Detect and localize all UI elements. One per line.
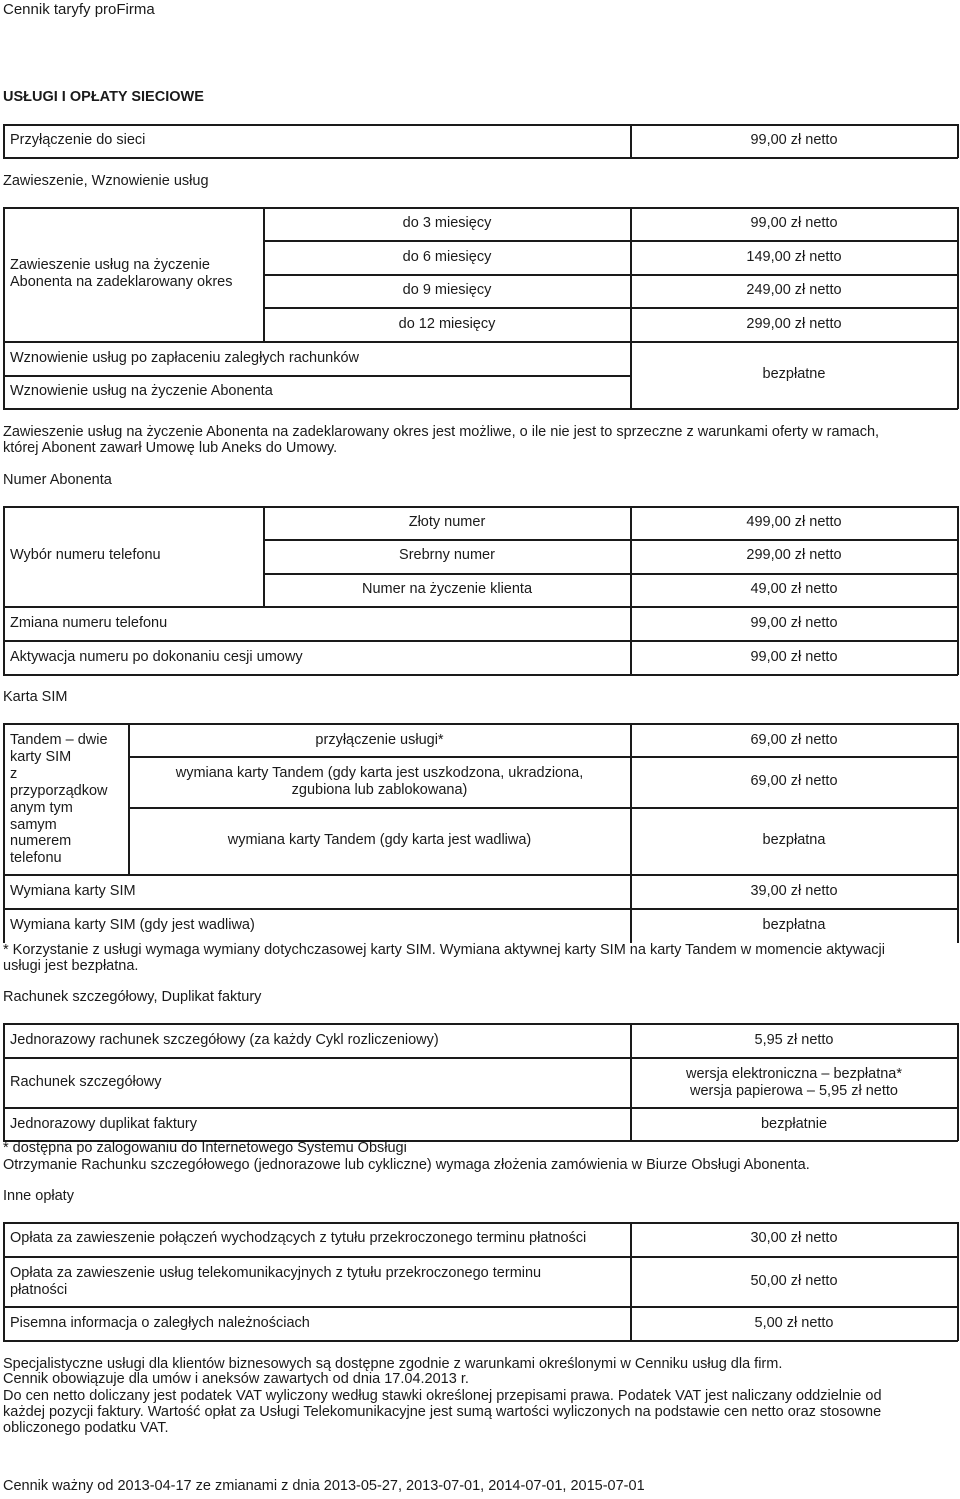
- number-activation-label: Aktywacja numeru po dokonaniu cesji umowy: [10, 649, 303, 665]
- connection-label: Przyłączenie do sieci: [10, 132, 146, 148]
- suspension-heading: Zawieszenie, Wznowienie usług: [3, 173, 209, 189]
- golden-number: Złoty numer: [408, 514, 486, 530]
- other-heading: Inne opłaty: [3, 1188, 74, 1204]
- duplicate-invoice-price: bezpłatnie: [760, 1116, 828, 1132]
- period-6: do 6 miesięcy: [402, 249, 492, 265]
- fee-written-notice-price: 5,00 zł netto: [754, 1315, 834, 1331]
- sim-heading: Karta SIM: [3, 689, 68, 705]
- period-3: do 3 miesięcy: [402, 215, 492, 231]
- sim-exchange-label: Wymiana karty SIM: [10, 883, 136, 899]
- validity-note: Cennik ważny od 2013-04-17 ze zmianami z dnia 2013-05-27, 2013-07-01, 2014-07-01, 2015-07-01: [3, 1478, 645, 1494]
- tandem-replacement-line1: wymiana karty Tandem (gdy karta jest uszkodzona, ukradziona,: [175, 765, 584, 781]
- period-9: do 9 miesięcy: [402, 282, 492, 298]
- number-heading: Numer Abonenta: [3, 472, 112, 488]
- tandem-line: telefonu: [10, 850, 62, 866]
- billing-note-line2: Otrzymanie Rachunku szczegółowego (jednorazowe lub cykliczne) wymaga złożenia zamówienia w Biurze Obsługi Abonenta.: [3, 1157, 810, 1173]
- golden-number-price: 499,00 zł netto: [746, 514, 842, 530]
- sim-exchange-price: 39,00 zł netto: [750, 883, 838, 899]
- silver-number: Srebrny numer: [399, 547, 495, 563]
- tandem-line: przyporządkow: [10, 783, 108, 799]
- tandem-line: anym tym: [10, 800, 73, 816]
- price-period-12: 299,00 zł netto: [746, 316, 842, 332]
- suspension-label-line2: Abonenta na zadeklarowany okres: [10, 274, 233, 290]
- custom-number-price: 49,00 zł netto: [750, 581, 838, 597]
- fee-suspend-outgoing-label: Opłata za zawieszenie połączeń wychodzących z tytułu przekroczonego terminu płatności: [10, 1230, 587, 1246]
- tandem-faulty: wymiana karty Tandem (gdy karta jest wadliwa): [227, 832, 532, 848]
- sim-exchange-faulty-label: Wymiana karty SIM (gdy jest wadliwa): [10, 917, 255, 933]
- price-period-3: 99,00 zł netto: [750, 215, 838, 231]
- tandem-line: samym: [10, 817, 57, 833]
- section-title: USŁUGI I OPŁATY SIECIOWE: [3, 89, 204, 105]
- footer-note: Specjalistyczne usługi dla klientów biznesowych są dostępne zgodnie z warunkami określonymi w Cenniku usług dla firm.: [3, 1356, 783, 1372]
- tandem-line: Tandem – dwie: [10, 732, 108, 748]
- duplicate-invoice-label: Jednorazowy duplikat faktury: [10, 1116, 197, 1132]
- sim-note-line1: * Korzystanie z usługi wymaga wymiany dotychczasowej karty SIM. Wymiana aktywnej karty SIM na karty Tandem w momencie aktywacji: [3, 942, 885, 958]
- suspension-note-line2: której Abonent zawarł Umowę lub Aneks do Umowy.: [3, 440, 338, 456]
- price-period-9: 249,00 zł netto: [746, 282, 842, 298]
- suspension-label-line1: Zawieszenie usług na życzenie: [10, 257, 210, 273]
- tandem-replacement-line2: zgubiona lub zablokowana): [291, 782, 468, 798]
- silver-number-price: 299,00 zł netto: [746, 547, 842, 563]
- resume-on-request: Wznowienie usług na życzenie Abonenta: [10, 383, 273, 399]
- detailed-bill-price-line2: wersja papierowa – 5,95 zł netto: [690, 1083, 898, 1099]
- connection-price: 99,00 zł netto: [750, 132, 838, 148]
- detailed-bill-label: Rachunek szczegółowy: [10, 1074, 162, 1090]
- billing-note-line1: * dostępna po zalogowaniu do Internetowego Systemu Obsługi: [3, 1140, 407, 1156]
- tandem-replacement-price: 69,00 zł netto: [750, 773, 838, 789]
- tandem-line: z: [10, 766, 18, 782]
- number-activation-price: 99,00 zł netto: [750, 649, 838, 665]
- tandem-activation-price: 69,00 zł netto: [750, 732, 838, 748]
- suspension-note-line1: Zawieszenie usług na życzenie Abonenta na zadeklarowany okres jest możliwe, o ile nie jest to sprzeczne z warunkami oferty w ramach,: [3, 424, 880, 440]
- period-12: do 12 miesięcy: [398, 316, 496, 332]
- number-choice-label: Wybór numeru telefonu: [10, 547, 161, 563]
- resume-after-payment: Wznowienie usług po zapłaceniu zaległych rachunków: [10, 350, 360, 366]
- resume-price: bezpłatne: [762, 366, 826, 382]
- one-time-bill-label: Jednorazowy rachunek szczegółowy (za każdy Cykl rozliczeniowy): [10, 1032, 439, 1048]
- fee-suspend-services-label-line2: płatności: [10, 1282, 68, 1298]
- detailed-bill-price-line1: wersja elektroniczna – bezpłatna*: [685, 1066, 902, 1082]
- fee-suspend-services-label-line1: Opłata za zawieszenie usług telekomunikacyjnych z tytułu przekroczonego terminu: [10, 1265, 542, 1281]
- sim-note-line2: usługi jest bezpłatna.: [3, 958, 139, 974]
- footer-note: każdej pozycji faktury. Wartość opłat za Usługi Telekomunikacyjne jest sumą wartości wyliczonych na podstawie cen netto oraz stosowne: [3, 1404, 882, 1420]
- price-period-6: 149,00 zł netto: [746, 249, 842, 265]
- footer-note: Do cen netto doliczany jest podatek VAT wyliczony według stawki określonej przepisami prawa. Podatek VAT jest naliczany oddzielnie od: [3, 1388, 882, 1404]
- tandem-line: numerem: [10, 833, 72, 849]
- billing-heading: Rachunek szczegółowy, Duplikat faktury: [3, 989, 262, 1005]
- fee-suspend-services-price: 50,00 zł netto: [750, 1273, 838, 1289]
- tandem-faulty-price: bezpłatna: [762, 832, 826, 848]
- fee-written-notice-label: Pisemna informacja o zaległych należnościach: [10, 1315, 310, 1331]
- one-time-bill-price: 5,95 zł netto: [754, 1032, 834, 1048]
- number-change-label: Zmiana numeru telefonu: [10, 615, 168, 631]
- fee-suspend-outgoing-price: 30,00 zł netto: [750, 1230, 838, 1246]
- footer-note: Cennik obowiązuje dla umów i aneksów zawartych od dnia 17.04.2013 r.: [3, 1371, 469, 1387]
- footer-note: obliczonego podatku VAT.: [3, 1420, 169, 1436]
- tandem-line: karty SIM: [10, 749, 72, 765]
- custom-number: Numer na życzenie klienta: [361, 581, 533, 597]
- sim-exchange-faulty-price: bezpłatna: [762, 917, 826, 933]
- page-header: Cennik taryfy proFirma: [3, 1, 155, 18]
- number-change-price: 99,00 zł netto: [750, 615, 838, 631]
- tandem-activation: przyłączenie usługi*: [315, 732, 444, 748]
